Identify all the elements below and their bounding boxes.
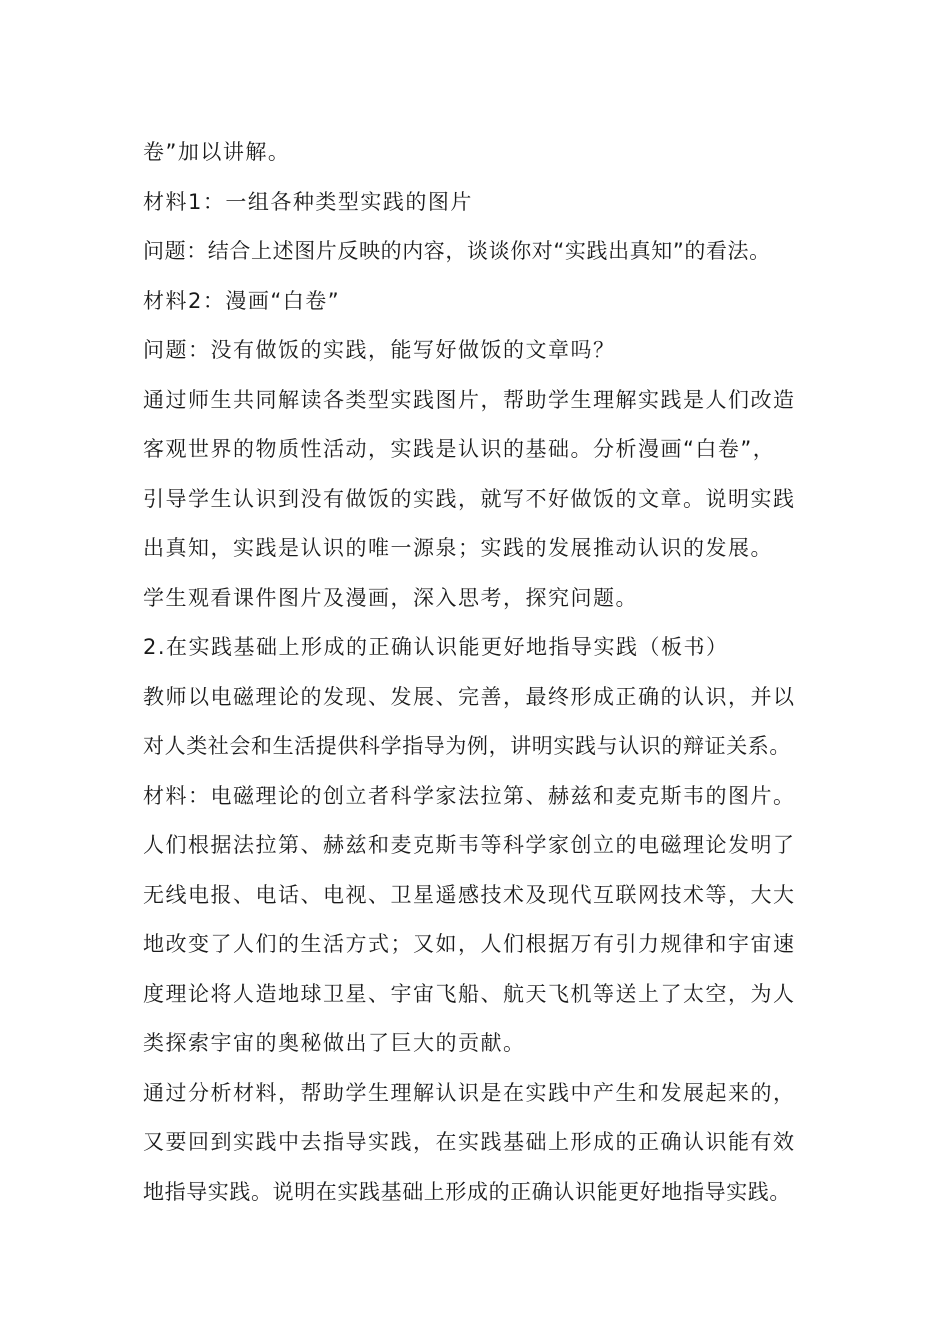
paragraph-line: 通过师生共同解读各类型实践图片，帮助学生理解实践是人们改造	[143, 387, 796, 412]
paragraph-line: 地改变了人们的生活方式；又如，人们根据万有引力规律和宇宙速	[143, 932, 796, 956]
paragraph-line: 出真知，实践是认识的唯一源泉；实践的发展推动认识的发展。	[143, 536, 773, 560]
material-1-heading: 材料1：一组各种类型实践的图片	[143, 189, 473, 214]
paragraph-line: 通过分析材料，帮助学生理解认识是在实践中产生和发展起来的，	[143, 1080, 796, 1105]
paragraph-line: 客观世界的物质性活动，实践是认识的基础。分析漫画“白卷”，	[143, 437, 776, 461]
paragraph-line: 卷”加以讲解。	[143, 140, 291, 164]
paragraph-line: 地指导实践。说明在实践基础上形成的正确认识能更好地指导实践。	[143, 1179, 791, 1204]
paragraph-line: 学生观看课件图片及漫画，深入思考，探究问题。	[143, 585, 638, 610]
paragraph-line: 对人类社会和生活提供科学指导为例，讲明实践与认识的辩证关系。	[143, 734, 791, 758]
material-2-heading: 材料2：漫画“白卷”	[143, 288, 341, 313]
paragraph-line: 又要回到实践中去指导实践，在实践基础上形成的正确认识能有效	[143, 1130, 796, 1154]
document-body	[143, 128, 843, 1217]
question-1: 问题：结合上述图片反映的内容，谈谈你对“实践出真知”的看法。	[143, 239, 771, 263]
paragraph-line: 无线电报、电话、电视、卫星遥感技术及现代互联网技术等，大大	[143, 882, 796, 907]
paragraph-line: 类探索宇宙的奥秘做出了巨大的贡献。	[143, 1031, 526, 1055]
material-3-heading: 材料：电磁理论的创立者科学家法拉第、赫兹和麦克斯韦的图片。	[143, 783, 796, 808]
paragraph-line: 教师以电磁理论的发现、发展、完善，最终形成正确的认识，并以	[143, 684, 796, 709]
section-heading: 2.在实践基础上形成的正确认识能更好地指导实践（板书）	[143, 635, 729, 659]
paragraph-line: 度理论将人造地球卫星、宇宙飞船、航天飞机等送上了太空，为人	[143, 981, 796, 1006]
question-2: 问题：没有做饭的实践，能写好做饭的文章吗？	[143, 338, 616, 362]
paragraph-line: 引导学生认识到没有做饭的实践，就写不好做饭的文章。说明实践	[143, 486, 796, 511]
paragraph-line: 人们根据法拉第、赫兹和麦克斯韦等科学家创立的电磁理论发明了	[143, 833, 796, 857]
